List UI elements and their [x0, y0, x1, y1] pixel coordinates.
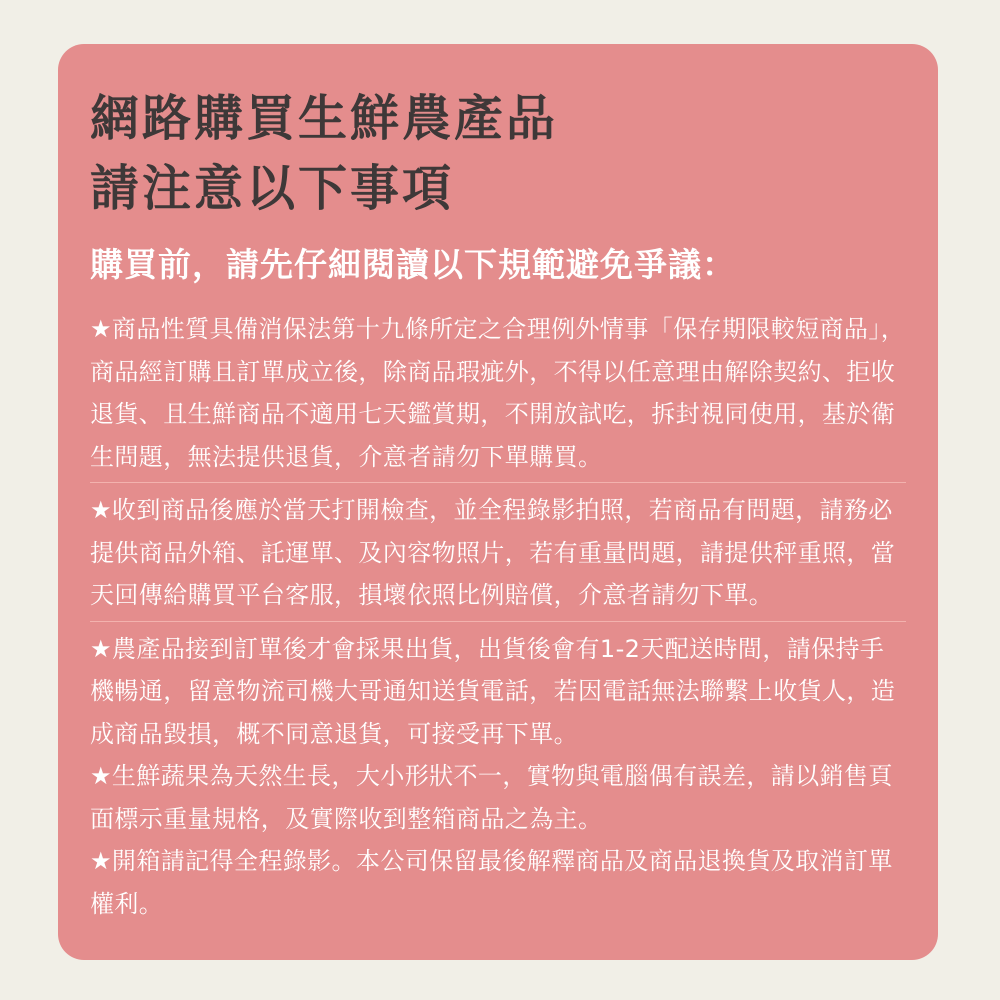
page-title [90, 84, 906, 224]
subheading: 購買前，請先仔細閱讀以下規範避免爭議： [90, 245, 736, 284]
title-line-2: 請注意以下事項 [90, 160, 455, 217]
title-line-1: 網路購買生鮮農產品 [90, 90, 559, 147]
notice-item-return-policy: ★商品性質具備消保法第十九條所定之合理例外情事「保存期限較短商品」，商品經訂購且訂單成立後，除商品瑕疵外，不得以任意理由解除契約、拒收退貨、且生鮮商品不適用七天鑑賞期，不開放試吃，拆封視同使用，基於衛生問題，無法提供退貨，介意者請勿下單購買。 [90, 308, 906, 483]
notice-item-natural-variation: ★生鮮蔬果為天然生長，大小形狀不一，實物與電腦偶有誤差，請以銷售頁面標示重量規格，及實際收到整箱商品之為主。 [90, 762, 893, 833]
notice-list [90, 308, 906, 925]
notice-item-shipping: ★農產品接到訂單後才會採果出貨，出貨後會有1-2天配送時間，請保持手機暢通，留意物流司機大哥通知送貨電話，若因電話無法聯繫上收貨人，造成商品毀損，概不同意退貨，可接受再下單。 [90, 634, 896, 748]
notice-card [58, 44, 938, 960]
notice-item-inspection: ★收到商品後應於當天打開檢查，並全程錄影拍照，若商品有問題，請務必提供商品外箱、託運單、及內容物照片，若有重量問題，請提供秤重照，當天回傳給購買平台客服，損壞依照比例賠償，介意者請勿下單。 [90, 483, 906, 622]
notice-item-unboxing: ★開箱請記得全程錄影。本公司保留最後解釋商品及商品退換貨及取消訂單權利。 [90, 847, 893, 918]
